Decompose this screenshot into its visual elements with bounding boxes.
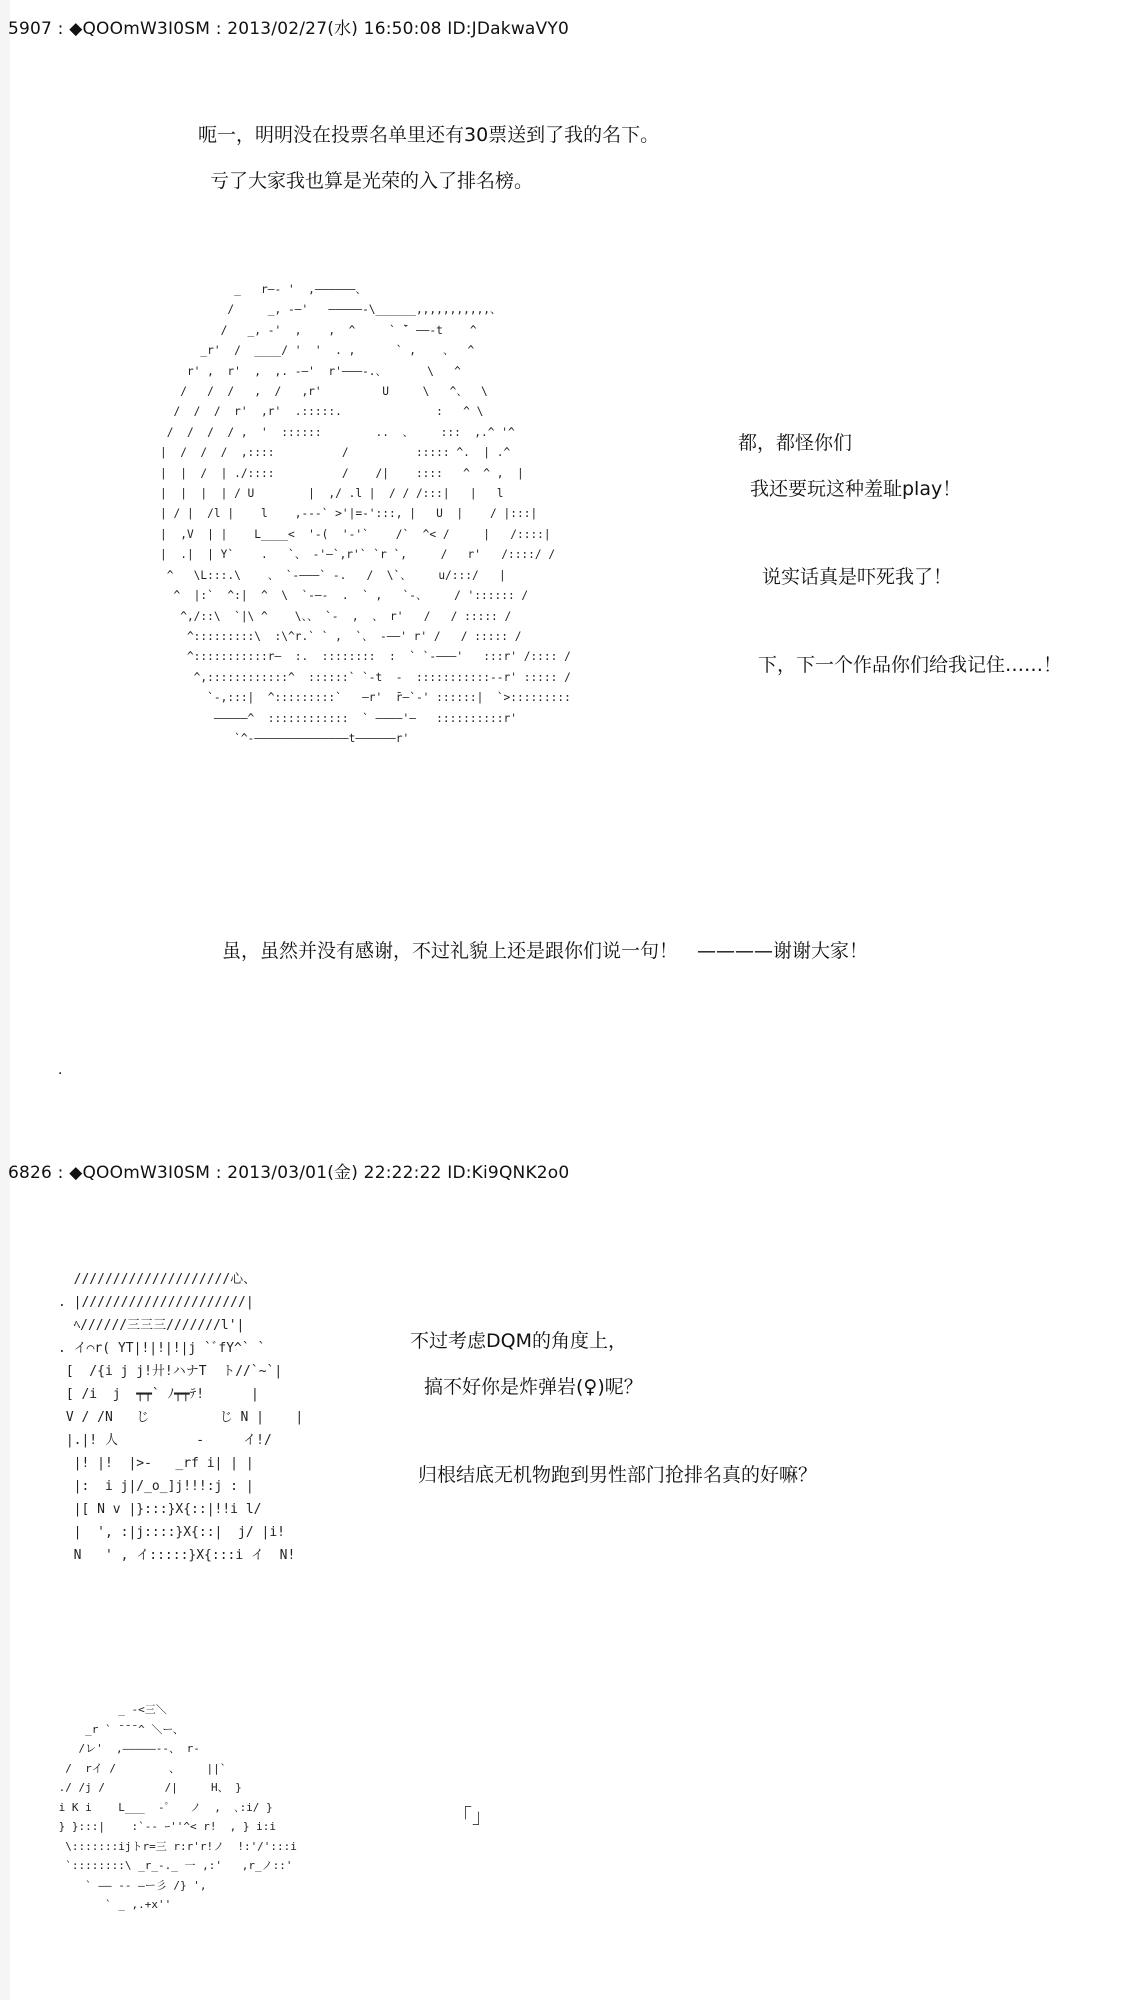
ascii-art-circle: _ r―‐ ' ,――――――、 / _, -―' ―――――‐\______,,,,,,,,,,,、 / _, -' , , ^ ` ̄` ――-t ^ _r' / ____/ ' ' . , ` , 、 ^ r' , r' , ,. -―' r'―――-.、 \ ^ / / / , / ,r' U \ ^、 \ / / / r' ,r' .:::::. : ^ \ / / / / , ' :::::: .. 、 ::: ,.^ '^ | / / / ,:::: / ::::: ^. | .^ | | / | ./:::: / /| :::: ^ ^ , | | | | | / U | ,/ .l | / / /:::| | l | / | /l | l ,---` >'|=-':::, | U | / |:::| | ,V | | L____< '-( '-'` /` ^< / | /::::| | .| | Y` . `、 -'―`,r'` `r `, / r' /::::/ / ^ \L:::.\ 、 `-―――` -. / \`、 u/:::/ | ^ |:` ^:| ^ \ `-―- . ` , `-、 / ':::::: / ^,/::\ `|\ ^ \、、 `- , 、 r' / / ::::: / ^:::::::::\ :\^r.` ` , `、 -――' r' / / ::::: / ^:::::::::::r― :. :::::::: : ` `-―――' :::r' /:::: / ^,::::::::::::^ ::::::` `-t - :::::::::::--r' ::::: / `-,:::| ^:::::::::` ―r' ̄r―`-' ::::::| `>::::::::: ―――――^ :::::::::::: ` ――――'― ::::::::::r' `^-――――――――――――――t――――――r'	[160, 283, 571, 745]
empty-quote-bracket: 「」	[452, 1804, 492, 1828]
post-header-6826: 6826 : ◆QOOmW3I0SM : 2013/03/01(金) 22:22:22 ID:Ki9QNK2o0	[8, 1163, 570, 1183]
closing-line: 虽，虽然并没有感谢，不过礼貌上还是跟你们说一句！ ————谢谢大家！	[222, 940, 869, 962]
side-line: 我还要玩这种羞耻play！	[750, 478, 962, 500]
dialogue-line: 不过考虑DQM的角度上，	[410, 1330, 627, 1352]
post-header-5907: 5907 : ◆QOOmW3I0SM : 2013/02/27(水) 16:50:08 ID:JDakwaVY0	[8, 19, 569, 39]
side-line: 说实话真是吓死我了！	[762, 566, 953, 588]
stray-dot: .	[58, 1062, 63, 1078]
dialogue-line: 搞不好你是炸弹岩(♀)呢？	[424, 1376, 643, 1398]
side-line: 都，都怪你们	[738, 432, 853, 454]
ascii-art-character: ////////////////////心、 . |/////////////////////| ﾍ//////三三三///////l'| . イ⌒r( YT|!|!|!|j `ﾞfY^` ` [ /{i j j!廾!ハナT ト//`~`| [ /i j ┯┯` ﾉ┯┯ﾃ! | V / /N じ じ N | | |.|! 人 - イ!/ |! |! |>- _rf i| | | |: i j|/_o_]j!!!:j : | |[ N v |}:::}X{::|!!i l/ | ', :|j::::}X{::| j/ |i! N ' , イ:::::}X{:::i イ N!	[58, 1272, 304, 1563]
dialogue-line: 呃一，明明没在投票名单里还有30票送到了我的名下。	[198, 124, 660, 146]
dialogue-line: 归根结底无机物跑到男性部门抢排名真的好嘛？	[418, 1464, 818, 1486]
left-gutter	[0, 0, 10, 2000]
dialogue-line: 亏了大家我也算是光荣的入了排名榜。	[210, 170, 534, 192]
ascii-art-small: _ -<三＼ _r ` ̄ ̄ ̄ ^ ＼ー、 /レ' ,―――――--、 r- / rイ / 、 ||` ./ /j / /| H、 } i K i L___ -ﾟ ノ , ､:i/ } } }:::| :`-- ｰ''^< r! , } i:i \:::::::ijトr=三 r:r'r!ノ !:'/':::i `::::::::\ _r_-._ 一 ,:' ,r_ノ::' ` ―― -- ―ー彡 /} ', ` _ ,.+x''	[58, 1703, 297, 1911]
side-line: 下，下一个作品你们给我记住……！	[758, 654, 1063, 676]
